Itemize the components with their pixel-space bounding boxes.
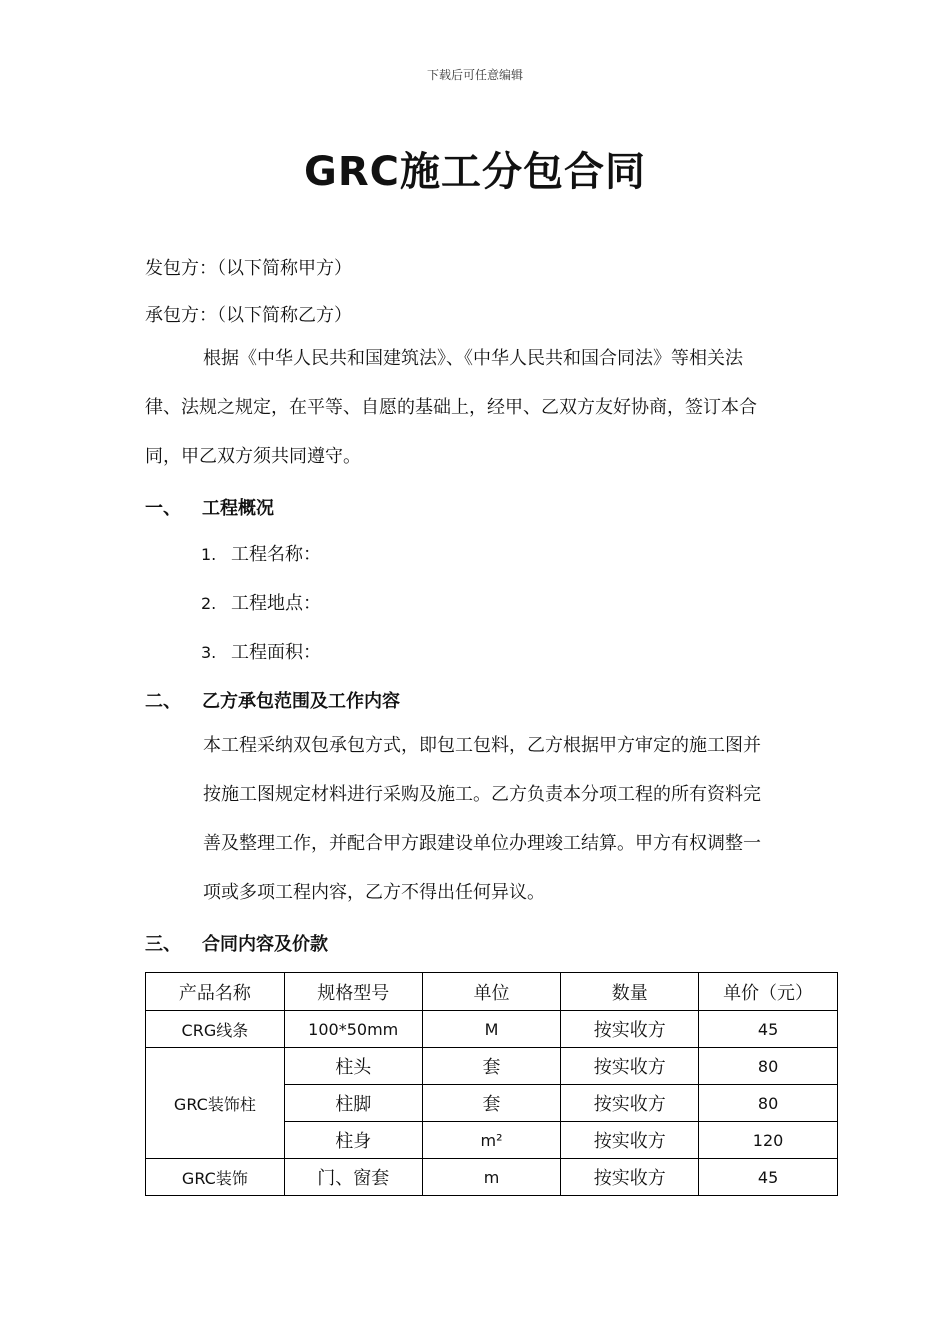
intro-line: 律、法规之规定，在平等、自愿的基础上，经甲、乙双方友好协商，签订本合 xyxy=(145,397,757,418)
price-cell: 45 xyxy=(699,1159,838,1196)
list-text: 工程名称： xyxy=(231,544,321,565)
party-a-line: 发包方：（以下简称甲方） xyxy=(145,258,352,279)
scope-line: 按施工图规定材料进行采购及施工。乙方负责本分项工程的所有资料完 xyxy=(203,784,761,805)
scope-line: 本工程采纳双包承包方式，即包工包料，乙方根据甲方审定的施工图并 xyxy=(203,735,761,756)
section-number: 二、 xyxy=(145,691,181,712)
intro-paragraph xyxy=(145,347,807,494)
list-number: 2. xyxy=(201,594,217,613)
quantity-cell: 按实收方 xyxy=(561,1048,699,1085)
spec-cell: 柱脚 xyxy=(284,1085,422,1122)
spec-cell: 柱身 xyxy=(284,1122,422,1159)
quantity-cell: 按实收方 xyxy=(561,1011,699,1048)
price-cell: 45 xyxy=(699,1011,838,1048)
list-text: 工程地点： xyxy=(231,593,321,614)
section-heading-3 xyxy=(145,930,328,956)
header-note: 下载后可任意编辑 xyxy=(426,68,523,82)
quantity-cell: 按实收方 xyxy=(561,1159,699,1196)
spec-cell: 柱头 xyxy=(284,1048,422,1085)
unit-cell: m xyxy=(422,1159,561,1196)
spec-cell: 门、窗套 xyxy=(284,1159,422,1196)
section-title: 合同内容及价款 xyxy=(202,934,328,955)
intro-line: 同，甲乙双方须共同遵守。 xyxy=(145,446,361,467)
unit-cell: 套 xyxy=(422,1048,561,1085)
column-header: 数量 xyxy=(561,973,699,1011)
price-table xyxy=(145,972,838,1196)
section-title: 工程概况 xyxy=(202,498,274,519)
price-cell: 80 xyxy=(699,1085,838,1122)
table-row xyxy=(146,1159,838,1196)
table-row xyxy=(146,1048,838,1085)
price-cell: 80 xyxy=(699,1048,838,1085)
section-heading-1 xyxy=(145,494,274,520)
table-header-row xyxy=(146,973,838,1011)
section-title: 乙方承包范围及工作内容 xyxy=(202,691,400,712)
scope-line: 项或多项工程内容，乙方不得出任何异议。 xyxy=(203,882,545,903)
unit-cell: m² xyxy=(422,1122,561,1159)
quantity-cell: 按实收方 xyxy=(561,1085,699,1122)
party-b-line: 承包方：（以下简称乙方） xyxy=(145,305,352,326)
column-header: 单位 xyxy=(422,973,561,1011)
list-number: 1. xyxy=(201,545,217,564)
list-item xyxy=(201,540,321,566)
list-text: 工程面积： xyxy=(231,642,321,663)
column-header: 规格型号 xyxy=(284,973,422,1011)
section-number: 一、 xyxy=(145,498,181,519)
column-header: 单价（元） xyxy=(699,973,838,1011)
column-header: 产品名称 xyxy=(146,973,285,1011)
document-title: GRC施工分包合同 xyxy=(304,149,646,195)
scope-line: 善及整理工作，并配合甲方跟建设单位办理竣工结算。甲方有权调整一 xyxy=(203,833,761,854)
product-name-cell: GRC装饰 xyxy=(146,1159,285,1196)
price-cell: 120 xyxy=(699,1122,838,1159)
list-number: 3. xyxy=(201,643,217,662)
table-row xyxy=(146,1011,838,1048)
quantity-cell: 按实收方 xyxy=(561,1122,699,1159)
list-item xyxy=(201,589,321,615)
section-heading-2 xyxy=(145,687,400,713)
unit-cell: M xyxy=(422,1011,561,1048)
section-number: 三、 xyxy=(145,934,181,955)
list-item xyxy=(201,638,321,664)
unit-cell: 套 xyxy=(422,1085,561,1122)
intro-line: 根据《中华人民共和国建筑法》、《中华人民共和国合同法》等相关法 xyxy=(203,348,743,369)
product-name-cell: CRG线条 xyxy=(146,1011,285,1048)
product-name-cell: GRC装饰柱 xyxy=(146,1048,285,1159)
spec-cell: 100*50mm xyxy=(284,1011,422,1048)
scope-paragraph xyxy=(203,734,807,930)
